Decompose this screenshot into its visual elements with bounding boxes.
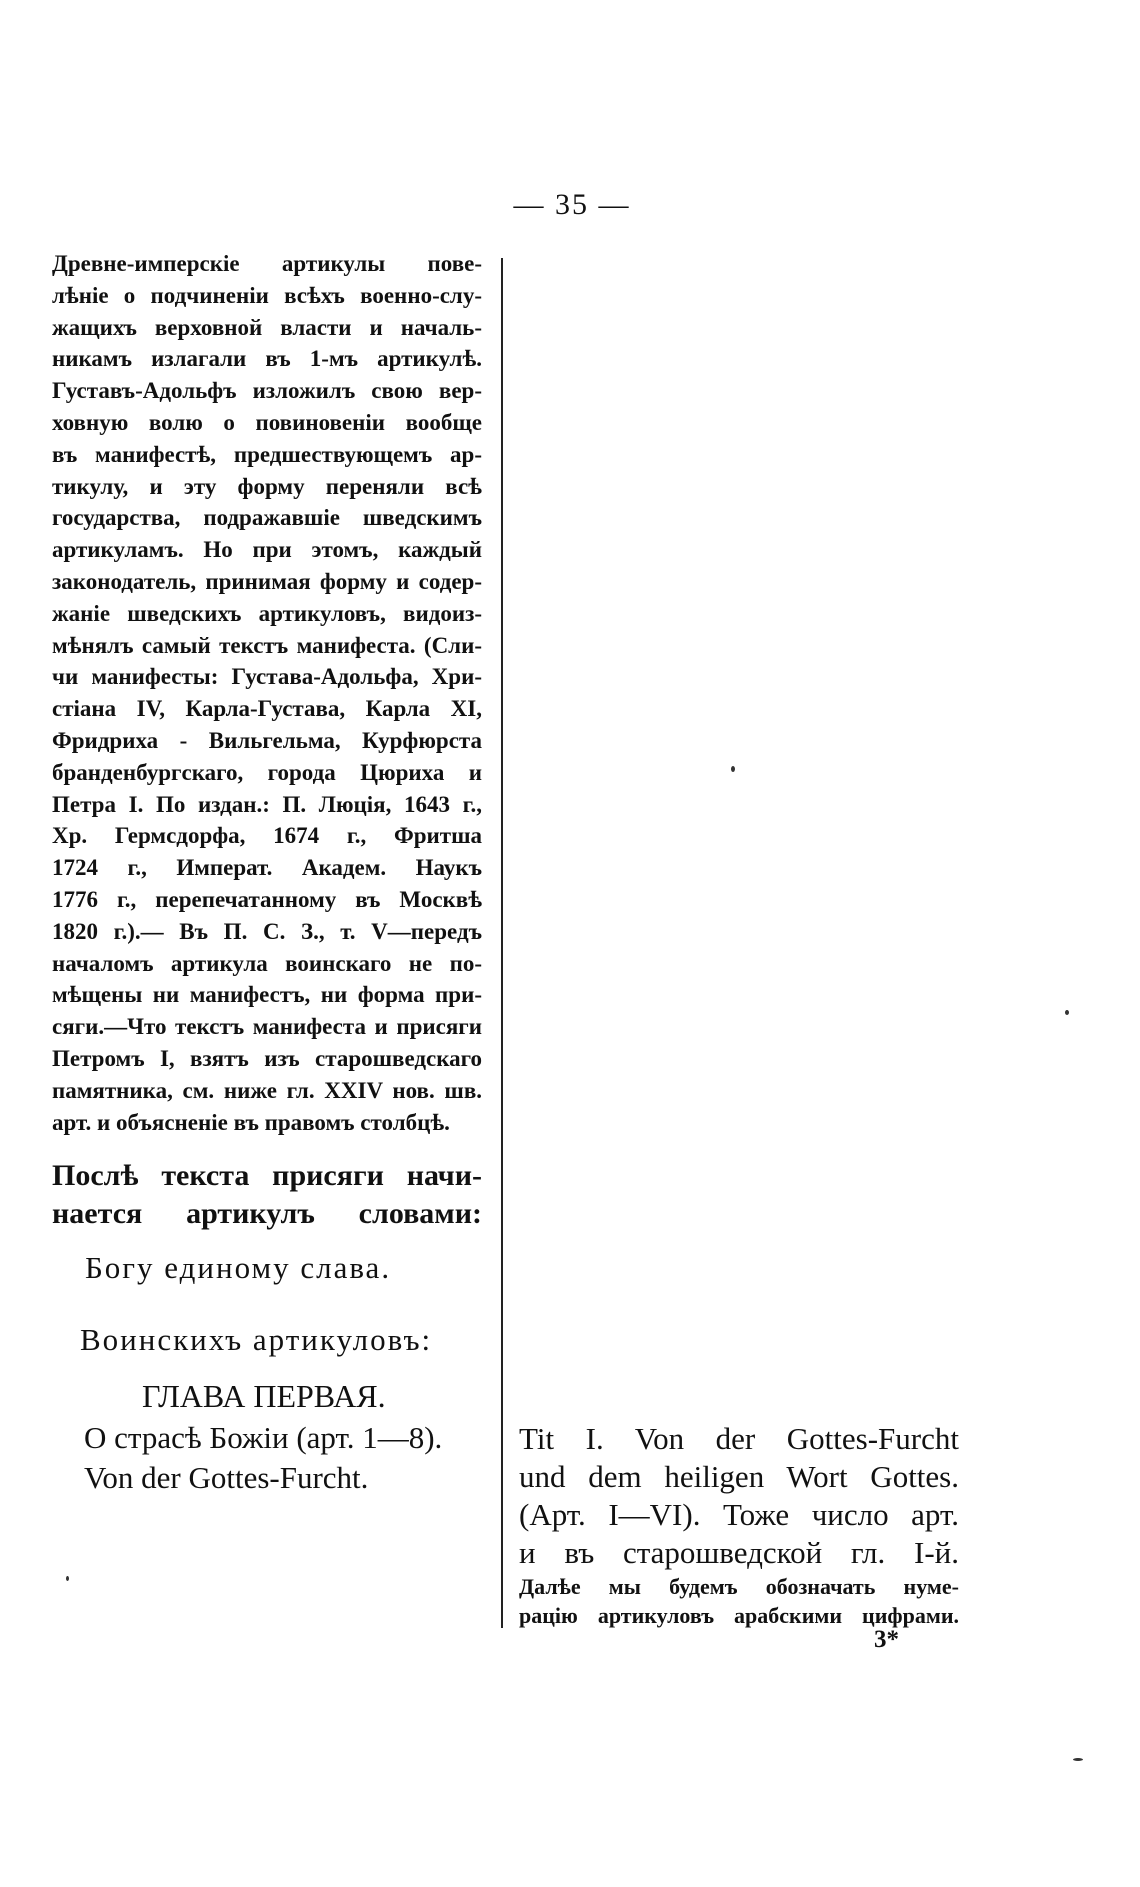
paragraph-line: законодатель, принимая форму и содер- [52, 568, 482, 594]
paragraph-line: тикулу, и эту форму переняли всѣ [52, 473, 482, 499]
paragraph-line: лѣніе о подчиненіи всѣхъ военно-слу- [52, 282, 482, 308]
print-speck [731, 766, 735, 772]
right-title-line: Tit I. Von der Gottes-Furcht [519, 1421, 959, 1456]
right-title-line: (Арт. I—VI). Тоже число арт. [519, 1497, 959, 1532]
paragraph-line: 1724 г., Императ. Академ. Наукъ [52, 855, 482, 881]
paragraph-line: въ манифестѣ, предшествующемъ ар- [52, 441, 482, 467]
chapter-subtitle: О страсѣ Божіи (арт. 1—8). [84, 1420, 443, 1455]
paragraph-line: Петра I. По издан.: П. Люція, 1643 г., [52, 791, 482, 817]
paragraph-line: началомъ артикула воинскаго не по- [52, 950, 482, 976]
military-articles-heading: Воинскихъ артикуловъ: [80, 1322, 433, 1357]
paragraph-line: жаніе шведскихъ артикуловъ, видоиз- [52, 600, 482, 626]
right-note [519, 1572, 959, 1630]
paragraph-line: чи манифесты: Густава-Адольфа, Хри- [52, 664, 482, 690]
paragraph-line: сяги.—Что текстъ манифеста и присяги [52, 1014, 482, 1040]
print-speck [66, 1576, 69, 1581]
right-note-line: Далѣе мы будемъ обозначать нуме- [519, 1574, 959, 1599]
page-number: — 35 — [513, 188, 631, 221]
paragraph-line: 1820 г.).— Въ П. С. З., т. V—передъ [52, 918, 482, 944]
glory-line: Богу единому слава. [85, 1250, 392, 1285]
paragraph-line: артикуламъ. Но при этомъ, каждый [52, 537, 482, 563]
paragraph-line: стіана IV, Карла-Густава, Карла XI, [52, 696, 482, 722]
intro-line: нается артикулъ словами: [52, 1197, 482, 1230]
print-speck [1073, 1758, 1083, 1761]
paragraph-line: Густавъ-Адольфъ изложилъ свою вер- [52, 378, 482, 404]
paragraph-line: арт. и объясненіе въ правомъ столбцѣ. [52, 1109, 450, 1135]
paragraph-line: памятника, см. ниже гл. XXIV нов. шв. [52, 1077, 482, 1103]
intro-text [52, 1157, 482, 1233]
chapter-heading: ГЛАВА ПЕРВАЯ. [142, 1378, 386, 1414]
paragraph-line: ховную волю о повиновеніи вообще [52, 409, 482, 435]
paragraph-line: мѣщены ни манифестъ, ни форма при- [52, 982, 482, 1008]
print-speck [1065, 1010, 1069, 1015]
paragraph-line: мѣнялъ самый текстъ манифеста. (Сли- [52, 632, 482, 658]
left-paragraph [52, 248, 482, 1138]
paragraph-line: Фридриха - Вильгельма, Курфюрста [52, 727, 482, 753]
paragraph-line: бранденбургскаго, города Цюриха и [52, 759, 482, 785]
right-title-line: и въ старошведской гл. I-й. [519, 1535, 959, 1570]
paragraph-line: Петромъ I, взятъ изъ старошведскаго [52, 1045, 482, 1071]
paragraph-line: 1776 г., перепечатанному въ Москвѣ [52, 886, 482, 912]
paragraph-line: государства, подражавшіе шведскимъ [52, 505, 482, 531]
paragraph-line: Древне-имперскіе артикулы пове- [52, 251, 482, 276]
column-divider [501, 258, 503, 1628]
german-title-left: Von der Gottes-Furcht. [84, 1460, 369, 1495]
right-title [519, 1420, 959, 1572]
paragraph-line: никамъ излагали въ 1-мъ артикулѣ. [52, 346, 482, 372]
paragraph-line: жащихъ верховной власти и началь- [52, 314, 482, 340]
signature-mark: 3* [874, 1626, 899, 1653]
intro-line: Послѣ текста присяги начи- [52, 1159, 482, 1192]
right-note-line: рацію артикуловъ арабскими цифрами. [519, 1603, 959, 1628]
paragraph-line: Хр. Гермсдорфа, 1674 г., Фритша [52, 823, 482, 849]
right-title-line: und dem heiligen Wort Gottes. [519, 1459, 959, 1494]
